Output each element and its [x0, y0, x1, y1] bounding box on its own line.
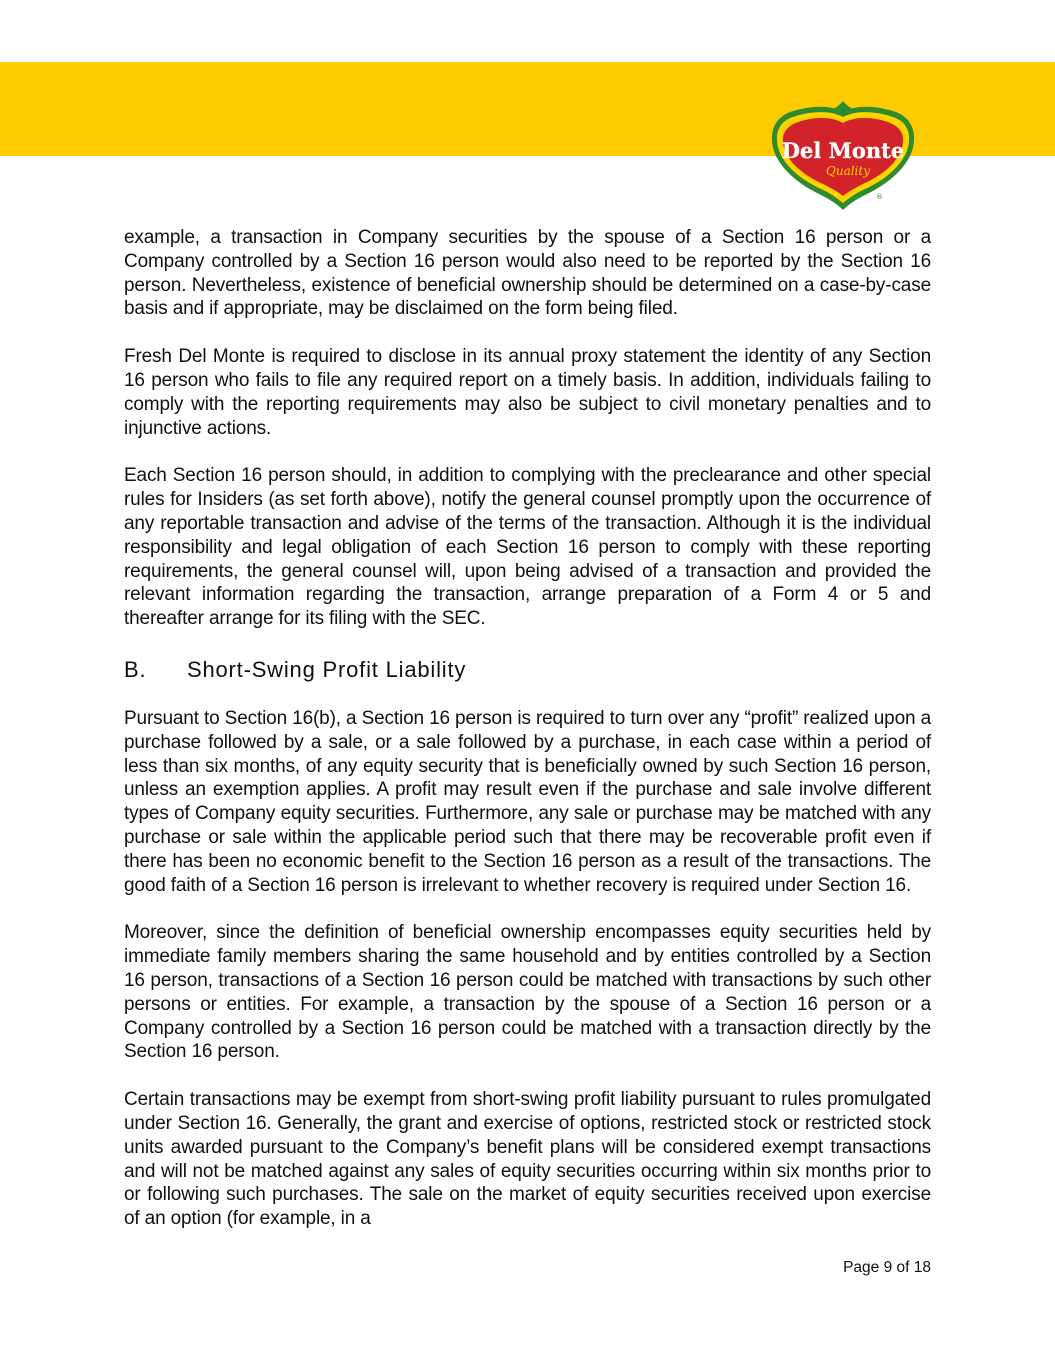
del-monte-logo — [768, 98, 918, 214]
section-title: Short-Swing Profit Liability — [187, 656, 467, 682]
page-number: Page 9 of 18 — [843, 1259, 931, 1276]
paragraph: Moreover, since the definition of beneficial ownership encompasses equity securities held by immediate family members sharing the same household and by entities controlled by a Section 16 person, transactions of a Section 16 person could be matched with transactions by such other persons or entities. For example, a transaction by the spouse of a Section 16 person or a Company controlled by a Section 16 person could be matched with a transaction directly by the Section 16 person. — [124, 922, 931, 1063]
document-body — [124, 226, 931, 1255]
paragraph: Fresh Del Monte is required to disclose in its annual proxy statement the identity of any Section 16 person who fails to file any required report on a timely basis. In addition, individuals failing to comply with the reporting requirements may also be subject to civil monetary penalties and to injunctive actions. — [124, 346, 931, 439]
logo-tagline: Quality — [826, 164, 870, 178]
section-heading — [124, 655, 931, 685]
paragraph: example, a transaction in Company securities by the spouse of a Section 16 person or a Company controlled by a Section 16 person would also need to be reported by the Section 16 person. Nevertheless, existence of beneficial ownership should be determined on a case-by-case basis and if appropriate, may be disclaimed on the form being filed. — [124, 227, 931, 320]
section-letter: B. — [124, 656, 147, 682]
logo-name: Del Monte — [781, 138, 905, 163]
paragraph: Each Section 16 person should, in addition to complying with the preclearance and other special rules for Insiders (as set forth above), notify the general counsel promptly upon the occurrence of any reportable transaction and advise of the terms of the transaction. Although it is the individual responsibility and legal obligation of each Section 16 person to comply with these reporting requirements, the general counsel will, upon being advised of a transaction and provided the relevant information regarding the transaction, arrange preparation of a Form 4 or 5 and thereafter arrange for its filing with the SEC. — [124, 465, 931, 630]
logo-registered-mark: ® — [876, 193, 883, 201]
paragraph: Pursuant to Section 16(b), a Section 16 person is required to turn over any “profit” realized upon a purchase followed by a sale, or a sale followed by a purchase, in each case within a period of less than six months, of any equity security that is beneficially owned by such Section 16 person, unless an exemption applies. A profit may result even if the purchase and sale involve different types of Company equity securities. Furthermore, any sale or purchase may be matched with any purchase or sale within the applicable period such that there may be recoverable profit even if there has been no economic benefit to the Section 16 person as a result of the transactions. The good faith of a Section 16 person is irrelevant to whether recovery is required under Section 16. — [124, 707, 931, 896]
paragraph: Certain transactions may be exempt from short-swing profit liability pursuant to rules promulgated under Section 16. Generally, the grant and exercise of options, restricted stock or restricted stock units awarded pursuant to the Company’s benefit plans will be considered exempt transactions and will not be matched against any sales of equity securities occurring within six months prior to or following such purchases. The sale on the market of equity securities received upon exercise of an option (for example, in a — [124, 1089, 931, 1230]
